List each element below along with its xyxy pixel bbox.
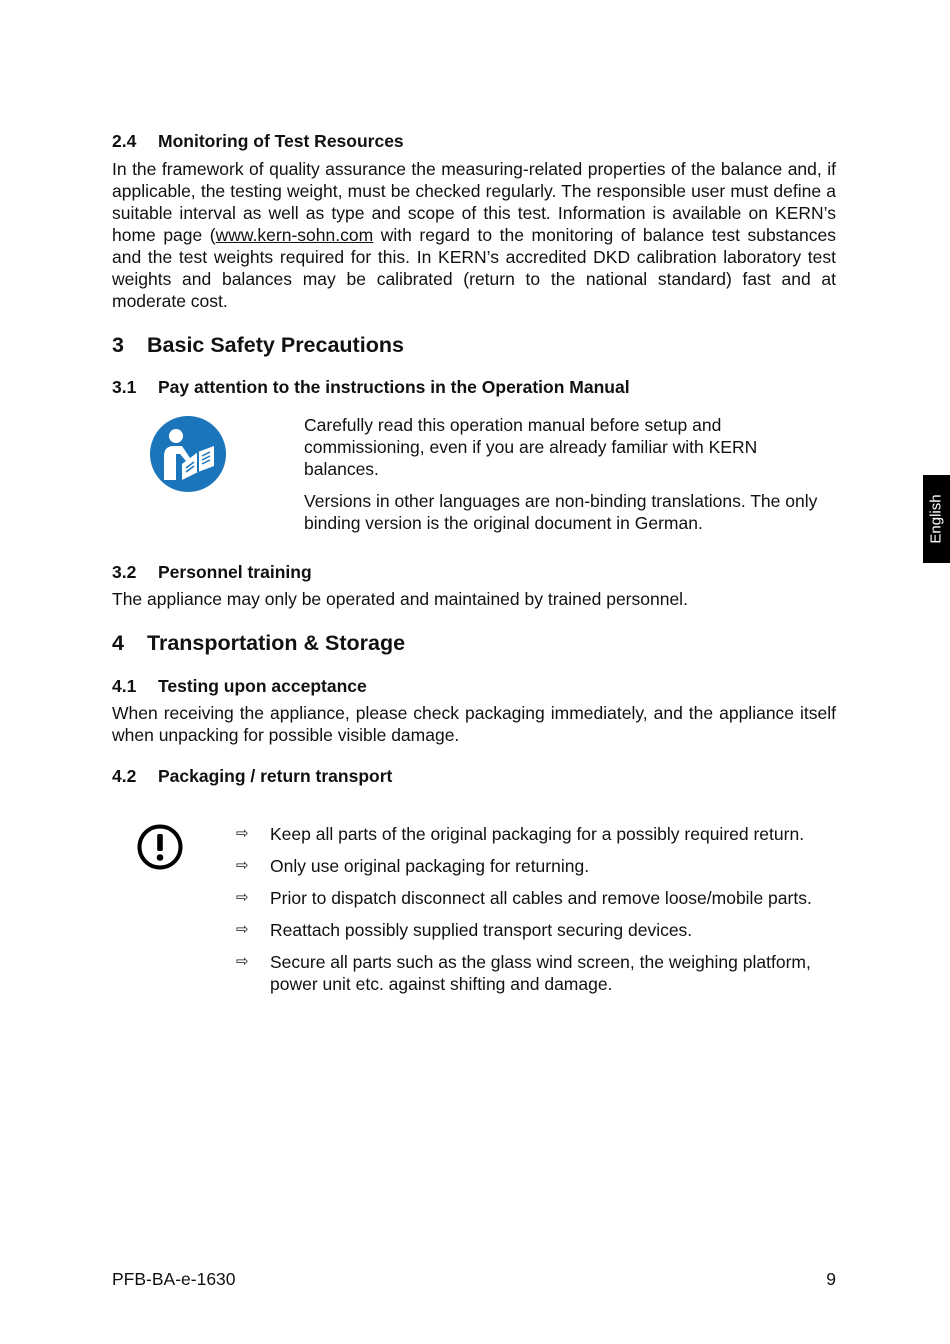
exclamation-icon: [136, 823, 184, 871]
paragraph-text: with regard to the monitoring of balance test substances and the test weights required for this. In KERN’s accredited DKD calibration laboratory test weights and balances may be calibrated (return to the national standard) fast and at moderate cost.: [112, 225, 836, 311]
list-item-text: Keep all parts of the original packaging for a possibly required return.: [270, 824, 805, 844]
list-item: [236, 919, 836, 941]
section-number: 4.2: [112, 766, 137, 786]
packaging-instructions-list: [236, 823, 836, 1005]
list-item-text: Secure all parts such as the glass wind screen, the weighing platform, power unit etc. against shifting and damage.: [270, 952, 811, 994]
section-title: Pay attention to the instructions in the Operation Manual: [158, 377, 630, 397]
paragraph-text: In the framework of quality assurance the measuring-related properties of the balance and, if applicable, the testing weight, must be checked regularly. The responsible user must define a suitable interval as well as type and scope of this test. Information is available on KERN’s home page (: [112, 159, 836, 245]
section-title: Personnel training: [158, 562, 312, 582]
list-item: [236, 823, 836, 845]
language-tab-label: English: [927, 494, 945, 544]
arrow-bullet-icon: ⇨: [236, 857, 249, 874]
list-item-text: Prior to dispatch disconnect all cables and remove loose/mobile parts.: [270, 888, 812, 908]
list-item: [236, 951, 836, 995]
section-title: Packaging / return transport: [158, 766, 393, 786]
section-title: Basic Safety Precautions: [147, 333, 404, 357]
list-item: [236, 887, 836, 909]
section-3-2-heading: [112, 561, 836, 583]
list-item-text: Only use original packaging for returning.: [270, 856, 590, 876]
section-3-2-paragraph: The appliance may only be operated and maintained by trained personnel.: [112, 589, 688, 609]
footer-page-number: 9: [826, 1269, 836, 1289]
arrow-bullet-icon: ⇨: [236, 825, 249, 842]
section-4-heading: [112, 630, 836, 656]
section-4-2-heading: [112, 765, 836, 787]
section-number: 4: [112, 631, 124, 655]
language-tab: [923, 475, 950, 563]
manual-notice-para-2: Versions in other languages are non-binding translations. The only binding version is the original document in German.: [304, 491, 818, 533]
manual-notice-para-1: Carefully read this operation manual before setup and commissioning, even if you are already familiar with KERN balances.: [304, 415, 758, 479]
section-title: Monitoring of Test Resources: [158, 131, 404, 151]
footer-document-id: PFB-BA-e-1630: [112, 1269, 236, 1289]
section-3-heading: [112, 332, 836, 358]
section-number: 2.4: [112, 131, 137, 151]
kern-website-link[interactable]: www.kern-sohn.com: [215, 225, 374, 245]
section-2-4: [112, 130, 836, 312]
section-number: 4.1: [112, 676, 137, 696]
section-3-1: [112, 376, 836, 533]
section-4-2: [112, 765, 836, 1045]
section-number: 3: [112, 333, 124, 357]
section-3-1-heading: [112, 376, 836, 398]
section-3-2: [112, 561, 836, 610]
section-number: 3.1: [112, 377, 137, 397]
section-4-1-heading: [112, 675, 836, 697]
arrow-bullet-icon: ⇨: [236, 953, 249, 970]
section-4-1-paragraph: When receiving the appliance, please check packaging immediately, and the appliance itself when unpacking for possible visible damage.: [112, 703, 836, 745]
manual-notice-text: [304, 414, 836, 544]
section-4: [112, 630, 836, 656]
section-3: [112, 332, 836, 358]
arrow-bullet-icon: ⇨: [236, 889, 249, 906]
list-item-text: Reattach possibly supplied transport securing devices.: [270, 920, 693, 940]
section-number: 3.2: [112, 562, 137, 582]
section-title: Testing upon acceptance: [158, 676, 367, 696]
section-title: Transportation & Storage: [147, 631, 406, 655]
list-item: [236, 855, 836, 877]
read-manual-icon: [148, 414, 228, 494]
section-4-1: [112, 675, 836, 746]
arrow-bullet-icon: ⇨: [236, 921, 249, 938]
section-2-4-heading: [112, 130, 836, 152]
section-2-4-paragraph: [112, 158, 836, 312]
